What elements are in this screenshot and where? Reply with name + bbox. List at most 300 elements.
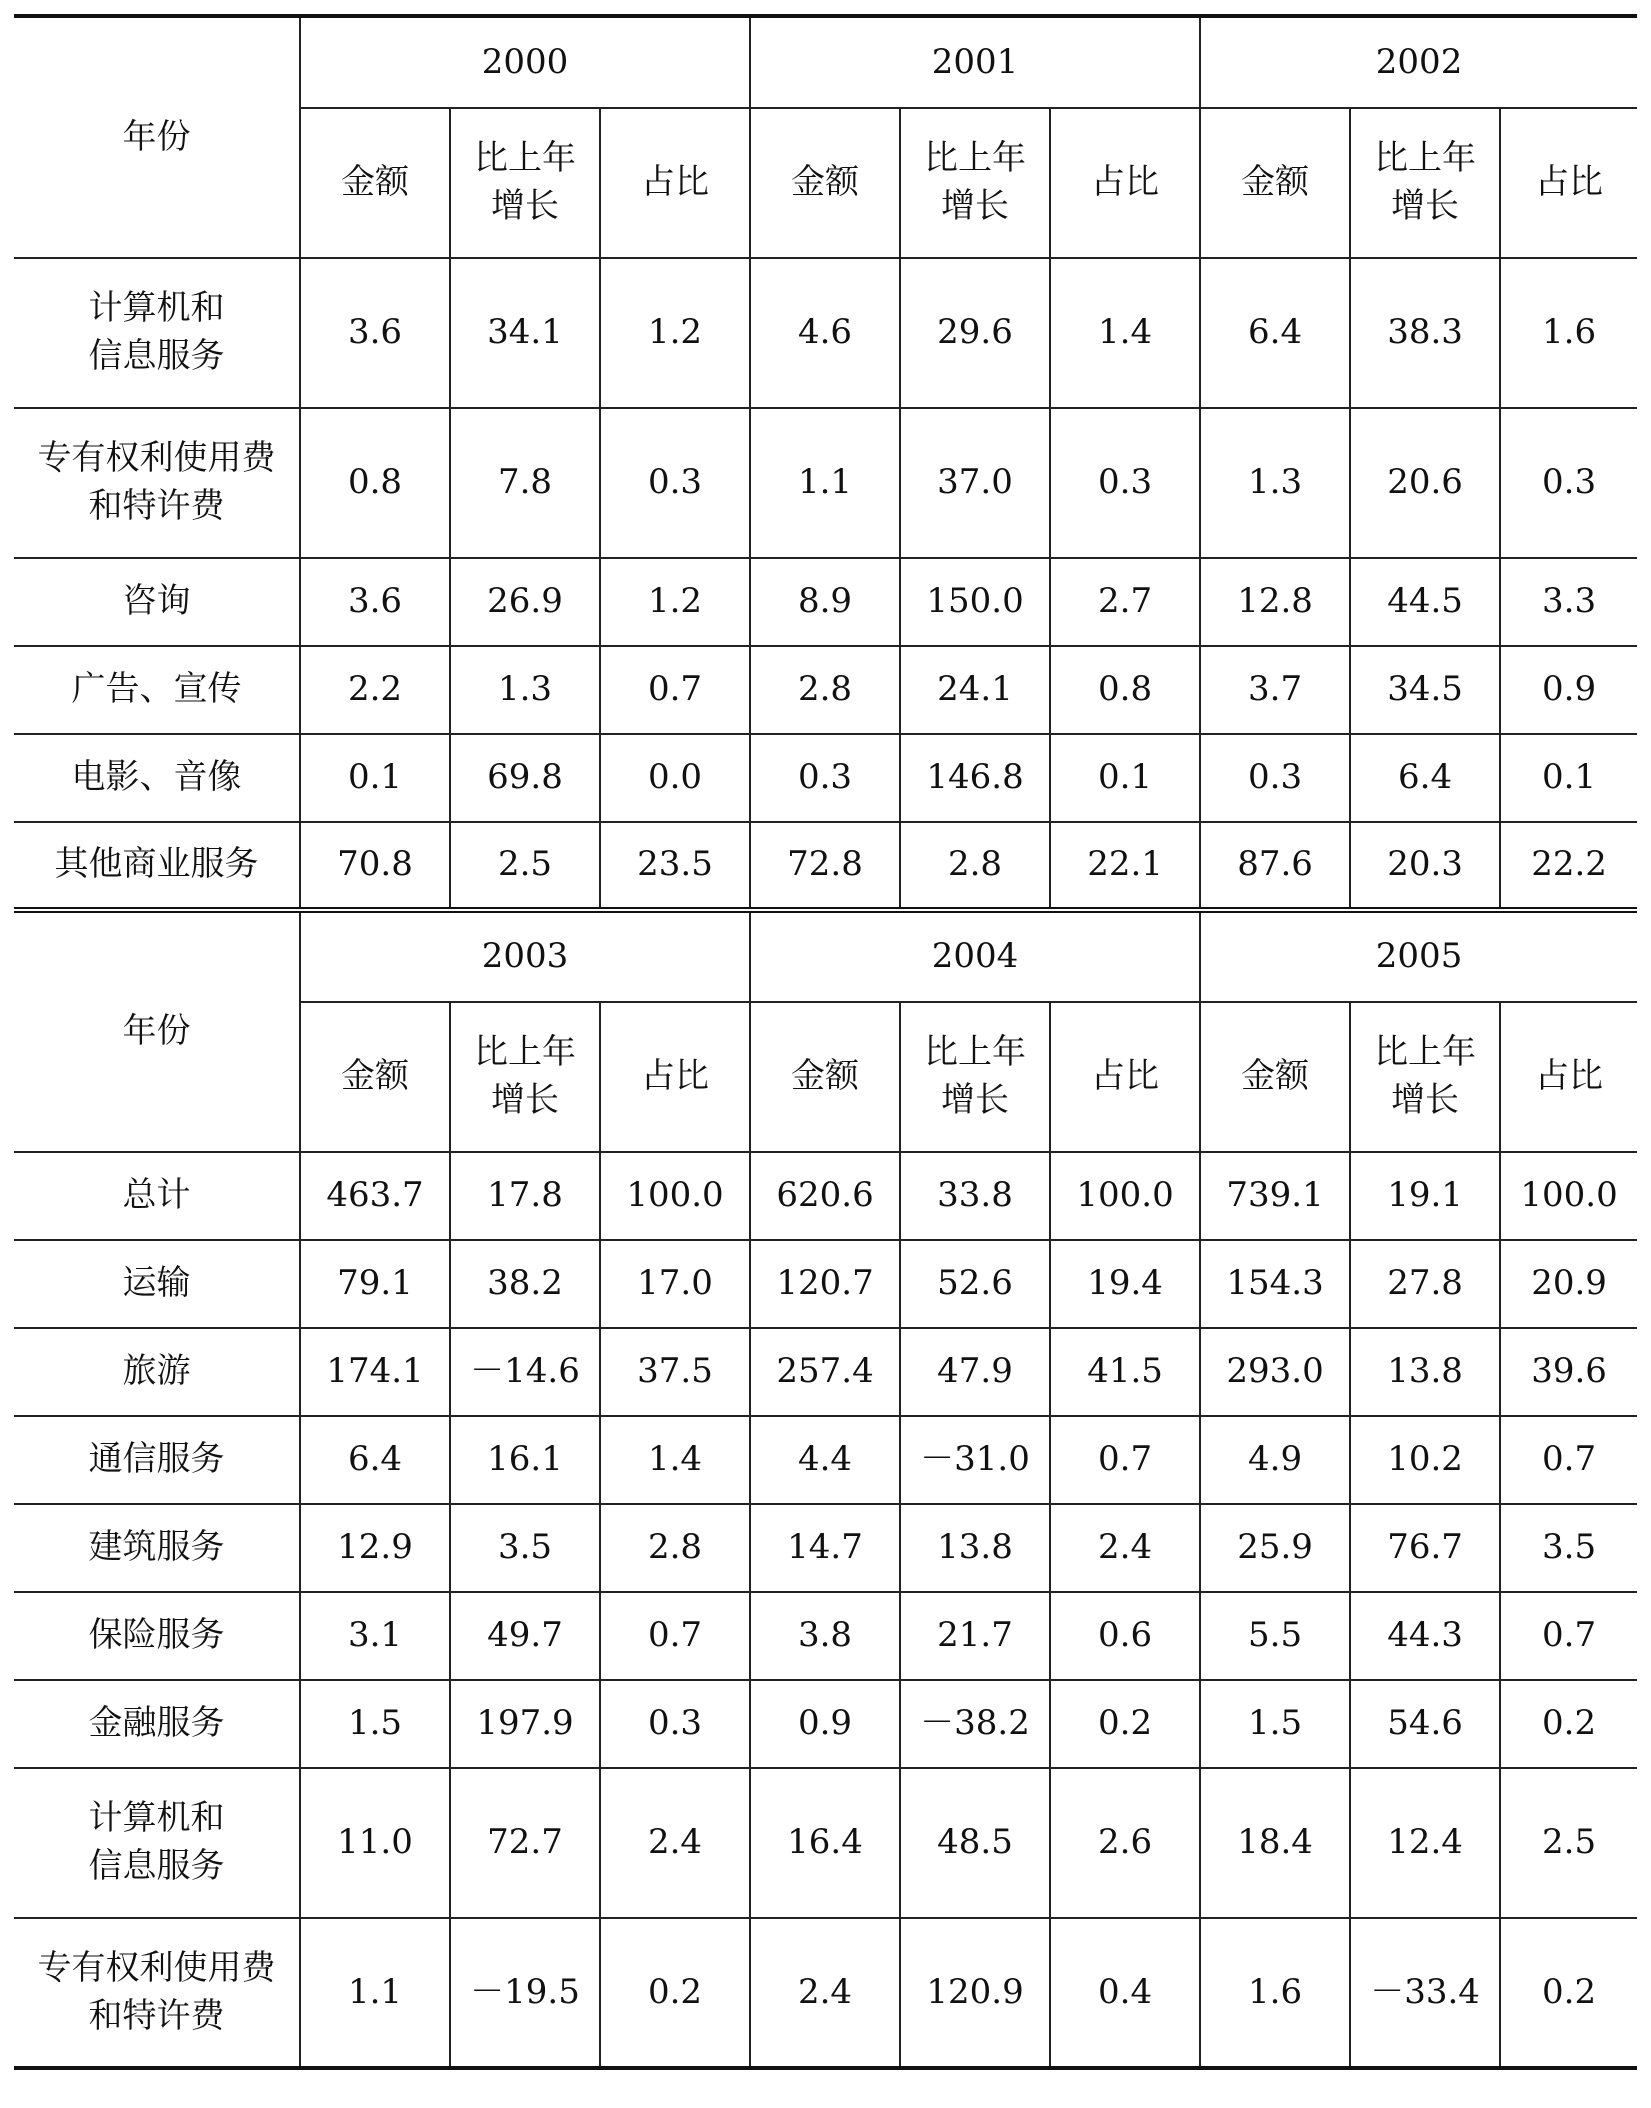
table-cell bbox=[1500, 1328, 1637, 1416]
table-cell bbox=[1350, 822, 1500, 910]
table-cell bbox=[1350, 1152, 1500, 1240]
table-cell-text: 0.1 bbox=[1542, 757, 1597, 798]
year-header-2002-text: 2002 bbox=[1375, 41, 1463, 82]
table-cell-text: 2.8 bbox=[797, 669, 853, 710]
row-label-text: 通信服务 bbox=[88, 1439, 225, 1480]
table-cell-text: 120.9 bbox=[926, 1971, 1024, 2012]
table-cell bbox=[1050, 1504, 1200, 1592]
table-cell bbox=[1500, 408, 1637, 558]
table-cell-text: 4.4 bbox=[797, 1439, 853, 1480]
table-cell bbox=[1050, 1328, 1200, 1416]
table-cell-text: 69.8 bbox=[487, 757, 563, 798]
table-cell-text: 100.0 bbox=[1520, 1175, 1618, 1216]
table-cell bbox=[1500, 1592, 1637, 1680]
table-cell-text: 18.4 bbox=[1237, 1822, 1313, 1863]
table-cell-text: 20.9 bbox=[1531, 1263, 1607, 1304]
table-cell bbox=[900, 1918, 1050, 2068]
row-label bbox=[14, 1768, 300, 1918]
table-cell bbox=[750, 1240, 900, 1328]
table-cell bbox=[450, 646, 600, 734]
table-cell bbox=[1050, 1680, 1200, 1768]
row-label-text: 其他商业服务 bbox=[54, 844, 259, 885]
table-cell-text: 72.7 bbox=[487, 1822, 563, 1863]
table-cell-text: 12.4 bbox=[1387, 1822, 1463, 1863]
year-header-2005 bbox=[1200, 910, 1637, 1002]
table-cell-text: 5.5 bbox=[1248, 1615, 1303, 1656]
table-cell-text: 6.4 bbox=[347, 1439, 403, 1480]
table-cell bbox=[1050, 258, 1200, 408]
table-cell bbox=[1350, 1240, 1500, 1328]
table-cell bbox=[300, 558, 450, 646]
table-row bbox=[14, 822, 1637, 910]
table-cell bbox=[750, 822, 900, 910]
table-cell bbox=[1350, 558, 1500, 646]
table-cell bbox=[600, 1592, 750, 1680]
table-cell bbox=[750, 734, 900, 822]
table-cell-text: 87.6 bbox=[1237, 844, 1313, 885]
sub-header-cell-text: 金额 bbox=[791, 1056, 860, 1097]
table-cell-text: 0.3 bbox=[647, 462, 703, 503]
table-cell bbox=[300, 646, 450, 734]
table-cell bbox=[1350, 1504, 1500, 1592]
sub-header-cell bbox=[300, 108, 450, 258]
row-label-text: 专有权利使用费 和特许费 bbox=[37, 438, 276, 526]
table-cell-text: 39.6 bbox=[1531, 1351, 1607, 1392]
table-cell-text: 76.7 bbox=[1387, 1527, 1463, 1568]
sub-header-cell bbox=[1050, 108, 1200, 258]
table-cell bbox=[750, 1918, 900, 2068]
sub-header-cell bbox=[450, 1002, 600, 1152]
table-cell-text: 2.4 bbox=[797, 1971, 853, 2012]
table-cell-text: 20.3 bbox=[1387, 844, 1463, 885]
row-label bbox=[14, 1592, 300, 1680]
table-cell bbox=[900, 1416, 1050, 1504]
table-cell-text: 13.8 bbox=[1387, 1351, 1463, 1392]
table-cell bbox=[1350, 646, 1500, 734]
table-cell bbox=[1200, 1918, 1350, 2068]
table-cell-text: 27.8 bbox=[1387, 1263, 1463, 1304]
row-label bbox=[14, 1416, 300, 1504]
table-cell bbox=[1350, 1328, 1500, 1416]
table-cell bbox=[750, 1152, 900, 1240]
table-cell bbox=[600, 1680, 750, 1768]
year-header-2004-text: 2004 bbox=[931, 936, 1019, 977]
table-cell-text: 0.7 bbox=[1098, 1439, 1153, 1480]
year-header-2003 bbox=[300, 910, 750, 1002]
table-row bbox=[14, 1768, 1637, 1918]
table-cell bbox=[1200, 1768, 1350, 1918]
table-cell-text: 4.6 bbox=[797, 312, 853, 353]
table-cell bbox=[1200, 408, 1350, 558]
table-cell bbox=[300, 1328, 450, 1416]
sub-header-cell bbox=[1200, 1002, 1350, 1152]
services-trade-table bbox=[14, 14, 1637, 2070]
table-cell-text: 13.8 bbox=[937, 1527, 1013, 1568]
table-cell bbox=[1500, 1416, 1637, 1504]
table-cell bbox=[900, 1328, 1050, 1416]
table-cell bbox=[450, 734, 600, 822]
table-cell bbox=[1500, 1768, 1637, 1918]
table-cell-text: 620.6 bbox=[776, 1175, 874, 1216]
table-cell-text: 52.6 bbox=[937, 1263, 1013, 1304]
table-row bbox=[14, 1918, 1637, 2068]
sub-header-cell-text: 占比 bbox=[641, 1056, 710, 1097]
sub-header-cell bbox=[750, 108, 900, 258]
table-cell-text: 2.6 bbox=[1098, 1822, 1153, 1863]
table-row bbox=[14, 1592, 1637, 1680]
table-cell bbox=[450, 1768, 600, 1918]
table-cell bbox=[750, 1416, 900, 1504]
table-cell-text: 23.5 bbox=[637, 844, 713, 885]
table-cell-text: 17.8 bbox=[487, 1175, 563, 1216]
table-row bbox=[14, 408, 1637, 558]
table-cell bbox=[750, 1592, 900, 1680]
table-row bbox=[14, 558, 1637, 646]
table-cell bbox=[450, 1592, 600, 1680]
table-cell bbox=[600, 1328, 750, 1416]
table-cell bbox=[1200, 646, 1350, 734]
table-cell-text: 0.7 bbox=[1542, 1615, 1597, 1656]
sub-header-cell-text: 占比 bbox=[1535, 162, 1604, 203]
table-row bbox=[14, 1240, 1637, 1328]
table-cell bbox=[1050, 1416, 1200, 1504]
table-cell bbox=[600, 1416, 750, 1504]
sub-header-cell bbox=[1500, 1002, 1637, 1152]
table-cell-text: 1.2 bbox=[647, 581, 703, 622]
table-cell bbox=[300, 822, 450, 910]
table-cell-text: 19.1 bbox=[1387, 1175, 1463, 1216]
row-label bbox=[14, 1328, 300, 1416]
year-header-label-text: 年份 bbox=[122, 116, 191, 157]
table-cell-text: 17.0 bbox=[637, 1263, 713, 1304]
sub-header-cell-text: 比上年 增长 bbox=[924, 138, 1027, 226]
table-cell bbox=[600, 1240, 750, 1328]
sub-header-cell bbox=[300, 1002, 450, 1152]
table-cell-text: 2.4 bbox=[647, 1822, 703, 1863]
table-cell-text: 1.2 bbox=[647, 312, 703, 353]
table-cell-text: 0.7 bbox=[647, 669, 703, 710]
table-cell-text: 0.8 bbox=[1098, 669, 1153, 710]
table-cell-text: 0.7 bbox=[1542, 1439, 1597, 1480]
sub-header-cell-text: 金额 bbox=[341, 1056, 409, 1097]
table-cell-text: 100.0 bbox=[1076, 1175, 1174, 1216]
year-header-2002 bbox=[1200, 16, 1637, 108]
year-header-label bbox=[14, 16, 300, 258]
row-label-text: 建筑服务 bbox=[88, 1527, 225, 1568]
table-cell-text: －14.6 bbox=[470, 1351, 580, 1392]
table-cell bbox=[1200, 1680, 1350, 1768]
table-cell-text: 0.0 bbox=[647, 757, 703, 798]
table-cell-text: 6.4 bbox=[1398, 757, 1453, 798]
table-cell bbox=[1350, 258, 1500, 408]
table-cell-text: 44.3 bbox=[1387, 1615, 1463, 1656]
table-cell bbox=[1350, 1768, 1500, 1918]
table-cell-text: 29.6 bbox=[937, 312, 1013, 353]
row-label-text: 运输 bbox=[122, 1263, 191, 1304]
table-cell bbox=[750, 258, 900, 408]
table-cell bbox=[450, 1680, 600, 1768]
table-cell-text: 0.1 bbox=[347, 757, 403, 798]
table-cell-text: 38.2 bbox=[487, 1263, 563, 1304]
table-cell-text: 38.3 bbox=[1387, 312, 1463, 353]
table-cell bbox=[900, 734, 1050, 822]
table-cell bbox=[1500, 822, 1637, 910]
sub-header-cell-text: 比上年 增长 bbox=[474, 1032, 576, 1120]
table-cell-text: 2.4 bbox=[1098, 1527, 1153, 1568]
row-label-text: 咨询 bbox=[122, 581, 191, 622]
table-cell bbox=[750, 558, 900, 646]
table-cell bbox=[1050, 822, 1200, 910]
table-cell-text: 3.7 bbox=[1248, 669, 1303, 710]
row-label bbox=[14, 1152, 300, 1240]
table-cell-text: 0.3 bbox=[1098, 462, 1153, 503]
table-cell bbox=[450, 822, 600, 910]
table-cell-text: 0.9 bbox=[797, 1703, 853, 1744]
table-cell bbox=[600, 1504, 750, 1592]
table-cell-text: 3.5 bbox=[497, 1527, 553, 1568]
table-cell bbox=[1200, 1592, 1350, 1680]
table-cell-text: 4.9 bbox=[1248, 1439, 1303, 1480]
sub-header-cell bbox=[1350, 108, 1500, 258]
row-label-text: 专有权利使用费 和特许费 bbox=[37, 1947, 276, 2036]
table-cell bbox=[1200, 734, 1350, 822]
table-cell bbox=[1050, 1240, 1200, 1328]
table-cell bbox=[750, 1504, 900, 1592]
table-cell-text: 100.0 bbox=[626, 1175, 724, 1216]
table-cell-text: 0.9 bbox=[1542, 669, 1597, 710]
table-cell bbox=[1500, 558, 1637, 646]
table-cell-text: 120.7 bbox=[776, 1263, 874, 1304]
table-cell-text: 2.2 bbox=[347, 669, 403, 710]
year-header-2001 bbox=[750, 16, 1200, 108]
table-cell bbox=[600, 822, 750, 910]
table-cell-text: 70.8 bbox=[337, 844, 413, 885]
table-cell-text: 3.1 bbox=[347, 1615, 403, 1656]
table-cell-text: 47.9 bbox=[937, 1351, 1013, 1392]
year-header-label-text: 年份 bbox=[122, 1011, 191, 1052]
table-cell-text: 8.9 bbox=[797, 581, 853, 622]
table-row bbox=[14, 1416, 1637, 1504]
sub-header-cell-text: 金额 bbox=[341, 162, 409, 203]
table-cell bbox=[300, 408, 450, 558]
table-cell bbox=[600, 1768, 750, 1918]
table-cell bbox=[300, 1680, 450, 1768]
table-cell bbox=[1500, 734, 1637, 822]
table-cell-text: 739.1 bbox=[1226, 1175, 1324, 1216]
table-cell-text: －19.5 bbox=[470, 1971, 580, 2012]
table-cell bbox=[300, 734, 450, 822]
sub-header-cell-text: 金额 bbox=[1241, 162, 1310, 203]
table-cell bbox=[1050, 1768, 1200, 1918]
table-cell bbox=[450, 1918, 600, 2068]
year-header-row bbox=[14, 16, 1637, 108]
sub-header-cell bbox=[600, 1002, 750, 1152]
row-label bbox=[14, 1918, 300, 2068]
table-cell-text: －31.0 bbox=[920, 1439, 1030, 1480]
table-cell bbox=[300, 1768, 450, 1918]
table-cell-text: 37.5 bbox=[637, 1351, 713, 1392]
table-cell bbox=[900, 822, 1050, 910]
row-label-text: 总计 bbox=[122, 1175, 191, 1216]
table-cell bbox=[600, 258, 750, 408]
table-cell-text: 16.4 bbox=[787, 1822, 863, 1863]
table-cell bbox=[1050, 734, 1200, 822]
table-cell bbox=[300, 1504, 450, 1592]
table-cell bbox=[1050, 646, 1200, 734]
table-cell-text: 0.1 bbox=[1098, 757, 1153, 798]
table-cell-text: 2.5 bbox=[1542, 1822, 1597, 1863]
table-cell-text: 24.1 bbox=[937, 669, 1013, 710]
table-cell-text: 6.4 bbox=[1248, 312, 1303, 353]
table-cell bbox=[900, 1240, 1050, 1328]
sub-header-cell-text: 比上年 增长 bbox=[924, 1032, 1027, 1120]
table-cell bbox=[450, 558, 600, 646]
table-row bbox=[14, 258, 1637, 408]
table-cell bbox=[900, 1152, 1050, 1240]
table-cell bbox=[1500, 1680, 1637, 1768]
sub-header-cell-text: 比上年 增长 bbox=[474, 138, 576, 226]
year-header-row bbox=[14, 910, 1637, 1002]
table-cell-text: 1.5 bbox=[1248, 1703, 1303, 1744]
table-cell-text: 79.1 bbox=[337, 1263, 413, 1304]
sub-header-cell bbox=[1200, 108, 1350, 258]
table-cell-text: 0.3 bbox=[1542, 462, 1597, 503]
sub-header-cell bbox=[900, 108, 1050, 258]
table-cell bbox=[450, 1504, 600, 1592]
table-cell-text: 0.8 bbox=[347, 462, 403, 503]
sub-header-cell bbox=[900, 1002, 1050, 1152]
table-cell-text: 72.8 bbox=[787, 844, 863, 885]
table-cell-text: 1.3 bbox=[497, 669, 553, 710]
row-label bbox=[14, 1504, 300, 1592]
table-cell bbox=[900, 408, 1050, 558]
row-label-text: 金融服务 bbox=[88, 1703, 225, 1744]
table-cell-text: 34.1 bbox=[487, 312, 563, 353]
table-cell-text: 174.1 bbox=[326, 1351, 424, 1392]
table-cell bbox=[600, 646, 750, 734]
table-cell-text: 1.1 bbox=[347, 1971, 403, 2012]
table-cell-text: 3.6 bbox=[347, 581, 403, 622]
table-cell-text: 2.8 bbox=[647, 1527, 703, 1568]
table-cell bbox=[1350, 1680, 1500, 1768]
table-cell-text: 0.3 bbox=[1248, 757, 1303, 798]
table-cell bbox=[1500, 1918, 1637, 2068]
sub-header-cell-text: 占比 bbox=[1091, 162, 1160, 203]
table-cell-text: 12.8 bbox=[1237, 581, 1313, 622]
row-label bbox=[14, 646, 300, 734]
sub-header-cell-text: 比上年 增长 bbox=[1374, 1032, 1477, 1120]
table-cell bbox=[450, 1152, 600, 1240]
table-cell-text: 0.3 bbox=[647, 1703, 703, 1744]
table-cell-text: 14.7 bbox=[787, 1527, 863, 1568]
sub-header-cell-text: 占比 bbox=[1091, 1056, 1160, 1097]
table-cell-text: 2.5 bbox=[497, 844, 553, 885]
table-cell-text: 12.9 bbox=[337, 1527, 413, 1568]
row-label-text: 旅游 bbox=[122, 1351, 191, 1392]
table-cell bbox=[600, 734, 750, 822]
sub-header-cell-text: 比上年 增长 bbox=[1374, 138, 1477, 226]
sub-header-cell-text: 金额 bbox=[791, 162, 860, 203]
table-cell-text: 1.4 bbox=[1098, 312, 1153, 353]
sub-header-cell-text: 占比 bbox=[1535, 1056, 1604, 1097]
table-cell bbox=[900, 1504, 1050, 1592]
table-row bbox=[14, 1328, 1637, 1416]
table-row bbox=[14, 1152, 1637, 1240]
table-cell bbox=[1350, 1918, 1500, 2068]
table-cell-text: 34.5 bbox=[1387, 669, 1463, 710]
table-cell bbox=[450, 1328, 600, 1416]
table-cell-text: 22.2 bbox=[1531, 844, 1607, 885]
table-cell-text: 3.8 bbox=[797, 1615, 853, 1656]
table-cell-text: 1.6 bbox=[1248, 1971, 1303, 2012]
year-header-2000-text: 2000 bbox=[481, 41, 569, 82]
table-cell bbox=[1500, 1504, 1637, 1592]
table-cell-text: 11.0 bbox=[337, 1822, 413, 1863]
table-cell-text: 19.4 bbox=[1087, 1263, 1163, 1304]
table-cell bbox=[1200, 1328, 1350, 1416]
table-cell bbox=[450, 258, 600, 408]
table-cell bbox=[300, 1152, 450, 1240]
table-cell bbox=[750, 1768, 900, 1918]
table-cell bbox=[300, 1592, 450, 1680]
table-cell-text: 0.2 bbox=[1542, 1971, 1597, 2012]
table-row bbox=[14, 646, 1637, 734]
table-cell-text: 0.2 bbox=[647, 1971, 703, 2012]
row-label bbox=[14, 1680, 300, 1768]
table-cell-text: 150.0 bbox=[926, 581, 1024, 622]
table-cell bbox=[450, 1416, 600, 1504]
table-cell-text: 257.4 bbox=[776, 1351, 874, 1392]
table-cell bbox=[450, 1240, 600, 1328]
table-cell bbox=[1200, 1240, 1350, 1328]
table-cell bbox=[600, 558, 750, 646]
table-cell bbox=[300, 1416, 450, 1504]
table-cell-text: 293.0 bbox=[1226, 1351, 1324, 1392]
row-label bbox=[14, 734, 300, 822]
sub-header-cell bbox=[1500, 108, 1637, 258]
year-header-2000 bbox=[300, 16, 750, 108]
table-cell-text: 0.2 bbox=[1098, 1703, 1153, 1744]
table-cell bbox=[300, 1240, 450, 1328]
table-cell-text: 0.6 bbox=[1098, 1615, 1153, 1656]
table-cell-text: 463.7 bbox=[326, 1175, 424, 1216]
year-header-2005-text: 2005 bbox=[1375, 936, 1463, 977]
table-cell-text: －38.2 bbox=[920, 1703, 1030, 1744]
table-cell-text: 0.2 bbox=[1542, 1703, 1597, 1744]
row-label-text: 电影、音像 bbox=[71, 757, 242, 798]
row-label-text: 保险服务 bbox=[88, 1615, 225, 1656]
sub-header-cell-text: 占比 bbox=[641, 162, 710, 203]
table-cell-text: 48.5 bbox=[937, 1822, 1013, 1863]
table-cell bbox=[900, 258, 1050, 408]
sub-header-cell bbox=[1350, 1002, 1500, 1152]
table-cell-text: 26.9 bbox=[487, 581, 563, 622]
table-cell bbox=[1200, 1152, 1350, 1240]
table-cell-text: 2.8 bbox=[947, 844, 1003, 885]
table-cell bbox=[750, 1328, 900, 1416]
table-cell bbox=[900, 1680, 1050, 1768]
table-cell-text: 2.7 bbox=[1098, 581, 1153, 622]
row-label-text: 计算机和 信息服务 bbox=[88, 288, 225, 376]
table-cell-text: 0.7 bbox=[647, 1615, 703, 1656]
row-label bbox=[14, 258, 300, 408]
table-cell-text: 25.9 bbox=[1237, 1527, 1313, 1568]
sub-header-cell bbox=[750, 1002, 900, 1152]
table-cell-text: －33.4 bbox=[1370, 1971, 1480, 2012]
row-label bbox=[14, 408, 300, 558]
table-cell bbox=[900, 646, 1050, 734]
table-cell-text: 7.8 bbox=[497, 462, 553, 503]
